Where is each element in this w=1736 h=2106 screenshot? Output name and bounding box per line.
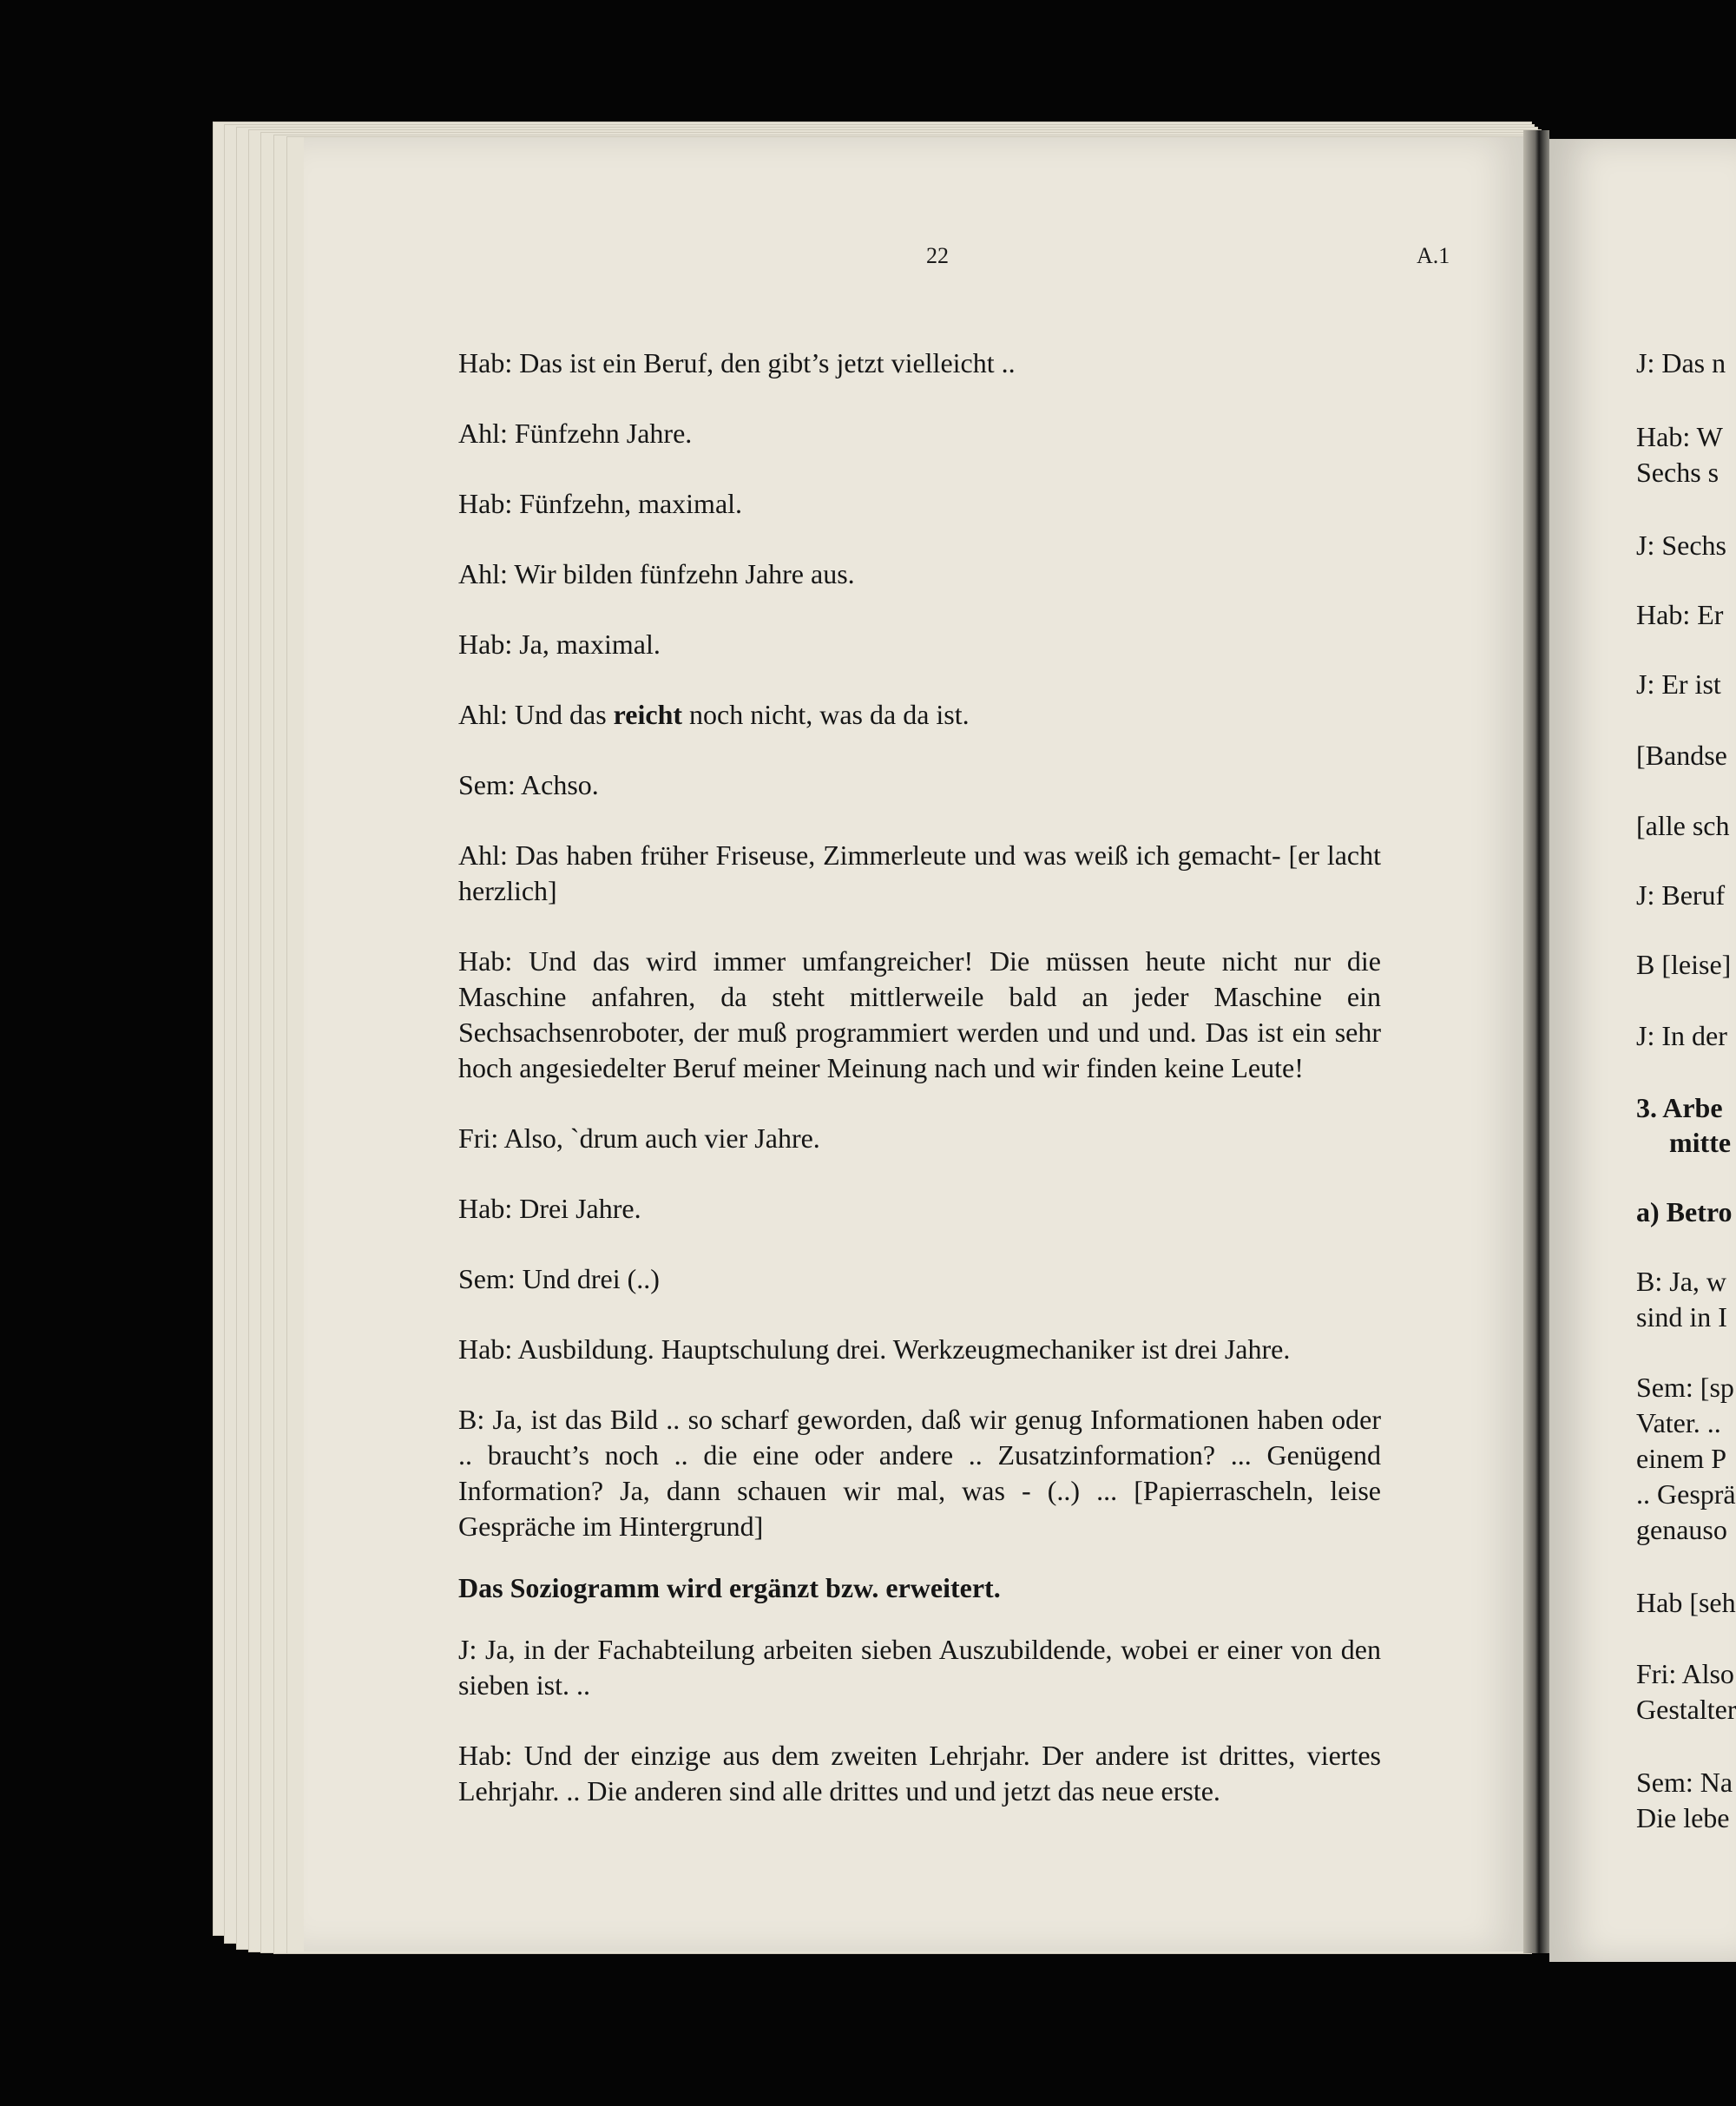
text-line: .. Gesprä [1636,1478,1736,1510]
paragraph: Sem: Und drei (..) [458,1263,660,1294]
transcript-text [458,346,1381,1844]
text-run: noch nicht, was da da ist. [682,699,970,730]
text-line: Hab: W [1636,421,1723,452]
text-line: Vater. .. [1636,1407,1721,1438]
text-line: Sem: [sp [1636,1372,1734,1403]
text-line: J: Das n [1636,347,1726,378]
paragraph: Hab: Fünfzehn, maximal. [458,488,743,519]
paragraph: Sem: Achso. [458,769,599,800]
paragraph: Fri: Also, `drum auch vier Jahre. [458,1122,820,1154]
heading-line: a) Betro [1636,1196,1733,1227]
paragraph: B: Ja, ist das Bild .. so scharf geworden, daß wir genug Informationen haben oder .. braucht’s noch .. die eine oder andere .. Zusatzinformation? ... Genügend Information? Ja, dann schauen wir mal, was - (..) ... [Papierrascheln, leise Gespräche im Hintergrund] [458,1404,1381,1542]
paragraph: Ahl: Fünfzehn Jahre. [458,418,693,449]
text-line: Sechs s [1636,457,1720,488]
text-line: sind in I [1636,1301,1727,1333]
paragraph: Hab: Drei Jahre. [458,1193,641,1224]
paragraph: Ahl: Das haben früher Friseuse, Zimmerleute und was weiß ich gemacht- [er lacht herzlich] [458,839,1381,906]
emphasis: reicht [613,699,683,730]
text-line: B: Ja, w [1636,1266,1726,1297]
text-line: [Bandse [1636,740,1727,771]
book-gutter [1523,130,1549,1953]
text-line: B [leise] [1636,949,1732,980]
text-line: Sem: Na [1636,1767,1733,1798]
text-line: genauso [1636,1514,1727,1545]
paragraph: Hab: Ausbildung. Hauptschulung drei. Werkzeugmechaniker ist drei Jahre. [458,1333,1291,1365]
text-line: Fri: Also [1636,1658,1734,1689]
text-line: J: Er ist [1636,668,1721,700]
text-line: [alle sch [1636,810,1730,841]
text-line: Die lebe [1636,1802,1730,1833]
text-line: einem P [1636,1443,1726,1474]
section-note: Das Soziogramm wird ergänzt bzw. erweitert. [458,1572,1001,1603]
text-line: Hab [seh [1636,1587,1736,1618]
heading-line: 3. Arbe [1636,1092,1723,1123]
text-line: Hab: Er [1636,599,1724,630]
section-marker: A.1 [1417,243,1450,268]
text-line: J: Beruf [1636,879,1726,911]
paragraph [458,697,1381,733]
page-number: 22 [926,243,949,268]
paragraph: Hab: Und der einzige aus dem zweiten Lehrjahr. Der andere ist drittes, viertes Lehrjahr. .. Die anderen sind alle drittes und und jetzt das neue erste. [458,1740,1381,1807]
text-line: J: Sechs [1636,530,1726,561]
paragraph: Hab: Und das wird immer umfangreicher! Die müssen heute nicht nur die Maschine anfahren, da steht mittlerweile bald an jeder Maschine ein Sechsachsenroboter, der muß programmiert werden und und und. Das ist ein sehr hoch angesiedelter Beruf meiner Meinung nach und wir finden keine Leute! [458,945,1381,1083]
paragraph: Ahl: Wir bilden fünfzehn Jahre aus. [458,558,855,589]
paragraph: J: Ja, in der Fachabteilung arbeiten sieben Auszubildende, wobei er einer von den sieben ist. .. [458,1634,1381,1701]
text-line: Gestalter [1636,1694,1736,1725]
paragraph: Hab: Das ist ein Beruf, den gibt’s jetzt vielleicht .. [458,347,1016,378]
paragraph: Hab: Ja, maximal. [458,629,661,660]
heading-line: mitte [1669,1127,1732,1158]
text-run: Ahl: Und das [458,699,614,730]
text-line: J: In der [1636,1020,1727,1051]
